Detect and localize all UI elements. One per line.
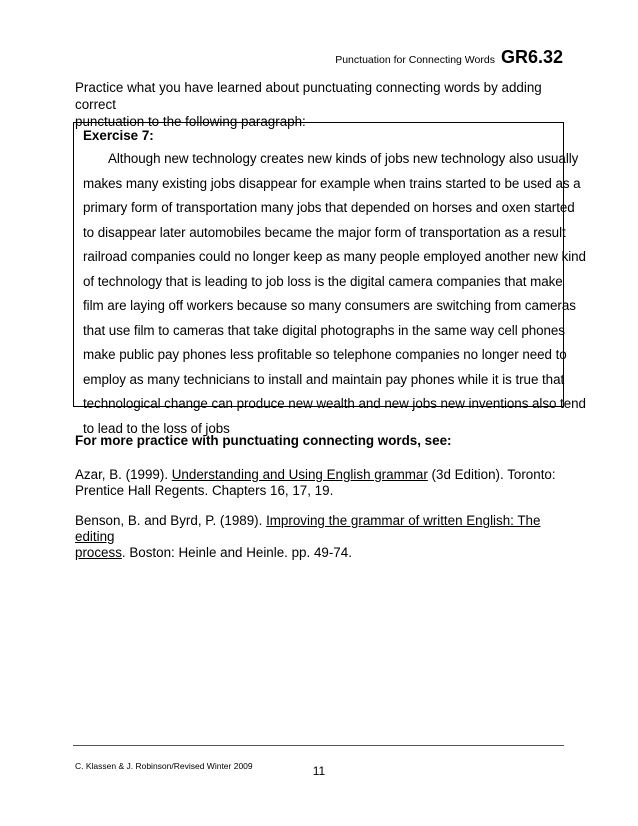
exercise-line: railroad companies could no longer keep as many people employed another new kind bbox=[83, 249, 586, 264]
exercise-line: to lead to the loss of jobs bbox=[83, 420, 230, 436]
reference-authors: Azar, B. (1999). bbox=[75, 467, 172, 482]
exercise-line: Although new technology creates new kinds of jobs new technology also usually bbox=[108, 151, 579, 166]
footer-divider bbox=[73, 745, 564, 746]
exercise-line: technological change can produce new wealth and new jobs new inventions also tend bbox=[83, 396, 586, 411]
header-code: GR6.32 bbox=[500, 47, 563, 67]
reference-line bbox=[75, 467, 575, 483]
reference-title-continued: process bbox=[75, 545, 122, 560]
exercise-line: film are laying off workers because so many consumers are switching from cameras bbox=[83, 298, 576, 313]
header-title: Punctuation for Connecting Words bbox=[335, 54, 495, 66]
intro-line-2: punctuation to the following paragraph: bbox=[75, 114, 306, 129]
page-number: 11 bbox=[312, 764, 326, 778]
exercise-line: primary form of transportation many jobs that depended on horses and oxen started bbox=[83, 200, 575, 215]
reference-azar bbox=[75, 467, 575, 499]
exercise-title: Exercise 7: bbox=[83, 128, 154, 143]
reference-authors: Benson, B. and Byrd, P. (1989). bbox=[75, 513, 267, 528]
exercise-line: employ as many technicians to install and maintain pay phones while it is true that bbox=[83, 371, 565, 387]
exercise-line: that use film to cameras that take digital photographs in the same way cell phones bbox=[83, 322, 565, 338]
exercise-box bbox=[73, 122, 586, 436]
reference-publisher: . Boston: Heinle and Heinle. pp. 49-74. bbox=[121, 545, 352, 560]
more-practice-heading: For more practice with punctuating connecting words, see: bbox=[75, 433, 452, 448]
intro-line-1: Practice what you have learned about punctuating connecting words by adding correct bbox=[75, 80, 542, 112]
reference-edition: (3d Edition). Toronto: bbox=[427, 467, 556, 482]
reference-benson bbox=[75, 513, 575, 561]
exercise-line: of technology that is leading to job loss is the digital camera companies that make bbox=[83, 273, 563, 289]
exercise-line: to disappear later automobiles became the major form of transportation as a result bbox=[83, 224, 566, 240]
reference-line bbox=[75, 513, 575, 545]
reference-title: Understanding and Using English grammar bbox=[171, 467, 428, 482]
exercise-line: makes many existing jobs disappear for example when trains started to be used as a bbox=[83, 175, 581, 191]
reference-publisher: Prentice Hall Regents. Chapters 16, 17, 19. bbox=[75, 483, 334, 498]
footer-credit: C. Klassen & J. Robinson/Revised Winter 2009 bbox=[75, 761, 253, 771]
reference-title: Improving the grammar of written English: The editing bbox=[75, 513, 541, 544]
exercise-line: make public pay phones less profitable so telephone companies no longer need to bbox=[83, 347, 567, 362]
reference-line bbox=[75, 545, 575, 561]
page-header bbox=[335, 47, 563, 68]
